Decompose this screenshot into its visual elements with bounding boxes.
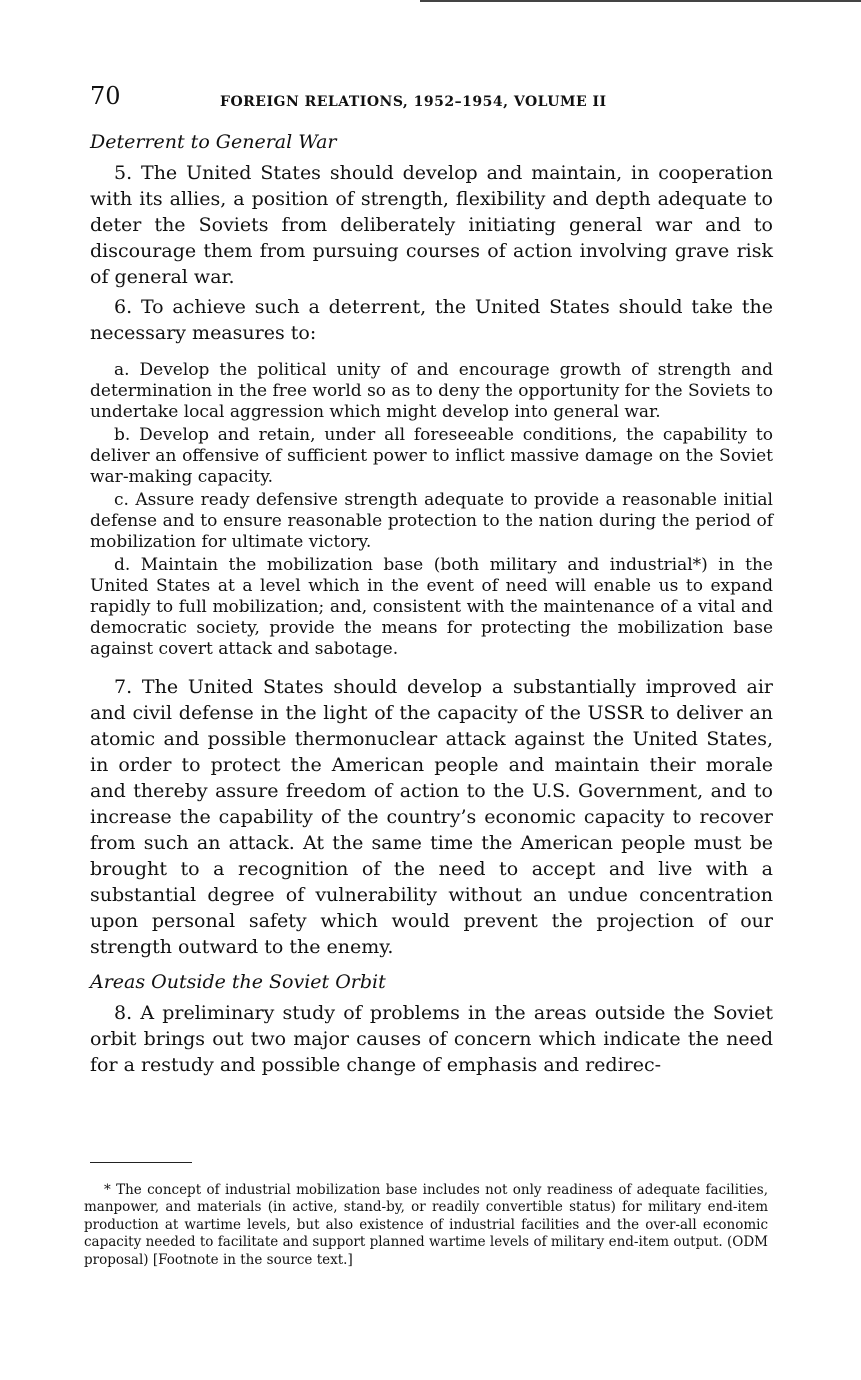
paragraph-7: 7. The United States should develop a substantially improved air and civil defense in the light of the capacity of the USSR to deliver an atomic and possible thermonuclear attack against the United States, in order to protect the American people and maintain their morale and thereby assure freedom of action to the U.S. Government, and to increase the capability of the country’s economic capacity to recover from such an attack. At the same time the American people must be brought to a recognition of the need to accept and live with a substantial degree of vulnerability without an undue concentration upon personal safety which would prevent the projection of our strength outward to the enemy. — [90, 676, 773, 958]
page-header — [90, 82, 770, 114]
section-heading-outside-orbit: Areas Outside the Soviet Orbit — [90, 971, 386, 993]
paragraph-8: 8. A preliminary study of problems in the areas outside the Soviet orbit brings out two major causes of concern which indicate the need for a restudy and possible change of emphasis and redirec- — [90, 1002, 773, 1076]
footnote-rule — [90, 1162, 192, 1163]
measure-item-b: b. Develop and retain, under all foreseeable conditions, the capability to deliver an offensive of sufficient power to inflict massive damage on the Soviet war-making capacity. — [90, 425, 773, 487]
measure-item-c: c. Assure ready defensive strength adequate to provide a reasonable initial defense and to ensure reasonable protection to the nation during the period of mobilization for ultimate victory. — [90, 490, 773, 552]
footnote: * The concept of industrial mobilization base includes not only readiness of adequate facilities, manpower, and materials (in active, stand-by, or readily convertible status) for military end-item production at wartime levels, but also existence of industrial facilities and the over-all economic capacity needed to facilitate and support planned wartime levels of military end-item output. (ODM proposal) [Footnote in the source text.] — [84, 1181, 768, 1268]
measure-item-a: a. Develop the political unity of and encourage growth of strength and determination in the free world so as to deny the opportunity for the Soviets to undertake local aggression which might develop into general war. — [90, 360, 773, 422]
page-body — [90, 130, 773, 1082]
measure-item-d: d. Maintain the mobilization base (both military and industrial*) in the United States at a level which in the event of need will enable us to expand rapidly to full mobilization; and, consistent with the maintenance of a vital and democratic society, provide the means for protecting the mobilization base against covert attack and sabotage. — [90, 555, 773, 659]
page-number: 70 — [90, 82, 121, 110]
paragraph-5: 5. The United States should develop and maintain, in cooperation with its allies, a position of strength, flexibility and depth adequate to deter the Soviets from deliberately initiating general war and to discourage them from pursuing courses of action involving grave risk of general war. — [90, 162, 773, 288]
measures-list — [90, 360, 773, 660]
top-edge-rule — [420, 0, 861, 2]
section-heading-deterrent: Deterrent to General War — [90, 131, 337, 153]
paragraph-6: 6. To achieve such a deterrent, the United States should take the necessary measures to: — [90, 296, 773, 344]
running-head: FOREIGN RELATIONS, 1952–1954, VOLUME II — [220, 94, 607, 110]
